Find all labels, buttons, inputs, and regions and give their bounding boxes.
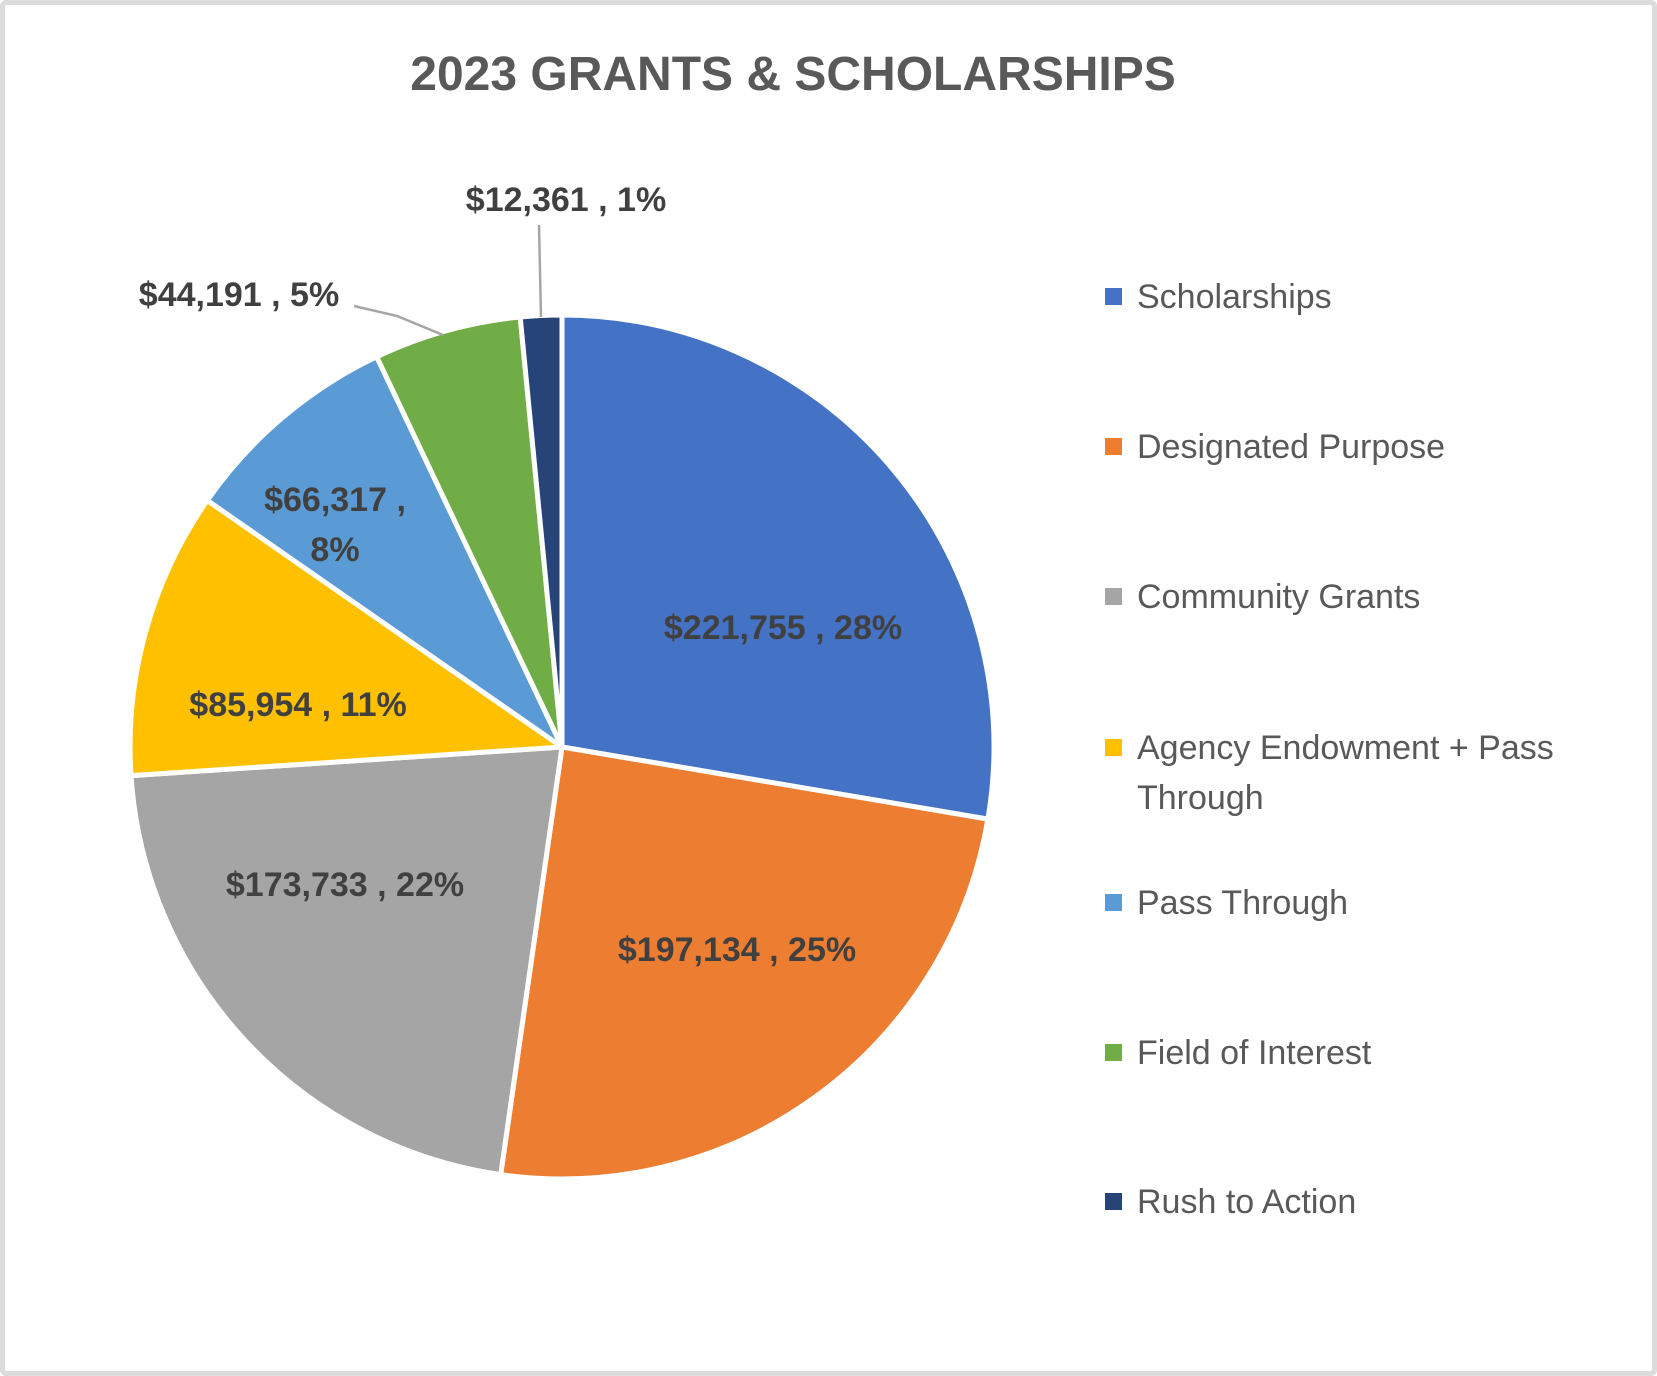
- data-label-pass-through: $66,317 , 8%: [264, 481, 406, 569]
- legend-item-agency-endowment-pass-through: [1105, 723, 1607, 823]
- data-label-scholarships: $221,755 , 28%: [663, 609, 903, 647]
- legend-swatch-rush-to-action: [1105, 1193, 1122, 1210]
- legend-label: Field of Interest: [1137, 1034, 1372, 1072]
- data-label-field-of-interest: $44,191 , 5%: [138, 276, 340, 314]
- data-label-community-grants: $173,733 , 22%: [225, 866, 465, 904]
- legend: [5, 5, 1652, 1371]
- legend-swatch-designated-purpose: [1105, 438, 1122, 455]
- legend-label: Community Grants: [1137, 578, 1421, 616]
- chart-title: 2023 GRANTS & SCHOLARSHIPS: [410, 48, 1176, 101]
- legend-swatch-field-of-interest: [1105, 1044, 1122, 1061]
- data-label-agency-endowment-pass-through: $85,954 , 11%: [189, 686, 407, 724]
- legend-item-designated-purpose: [1105, 422, 1445, 472]
- legend-item-field-of-interest: [1105, 1028, 1371, 1078]
- data-label-designated-purpose: $197,134 , 25%: [617, 931, 857, 969]
- legend-item-community-grants: [1105, 572, 1420, 622]
- legend-swatch-agency-endowment-pass-through: [1105, 739, 1122, 756]
- legend-swatch-community-grants: [1105, 588, 1122, 605]
- data-label-rush-to-action: $12,361 , 1%: [465, 181, 667, 219]
- legend-item-rush-to-action: [1105, 1177, 1356, 1227]
- legend-swatch-scholarships: [1105, 288, 1122, 305]
- legend-label: Designated Purpose: [1137, 428, 1446, 466]
- legend-swatch-pass-through: [1105, 894, 1122, 911]
- legend-label: Rush to Action: [1137, 1183, 1357, 1221]
- legend-label: Scholarships: [1137, 278, 1332, 316]
- legend-label: Pass Through: [1137, 884, 1349, 922]
- legend-label: Agency Endowment + Pass Through: [1137, 729, 1554, 817]
- legend-item-scholarships: [1105, 272, 1332, 322]
- legend-item-pass-through: [1105, 878, 1348, 928]
